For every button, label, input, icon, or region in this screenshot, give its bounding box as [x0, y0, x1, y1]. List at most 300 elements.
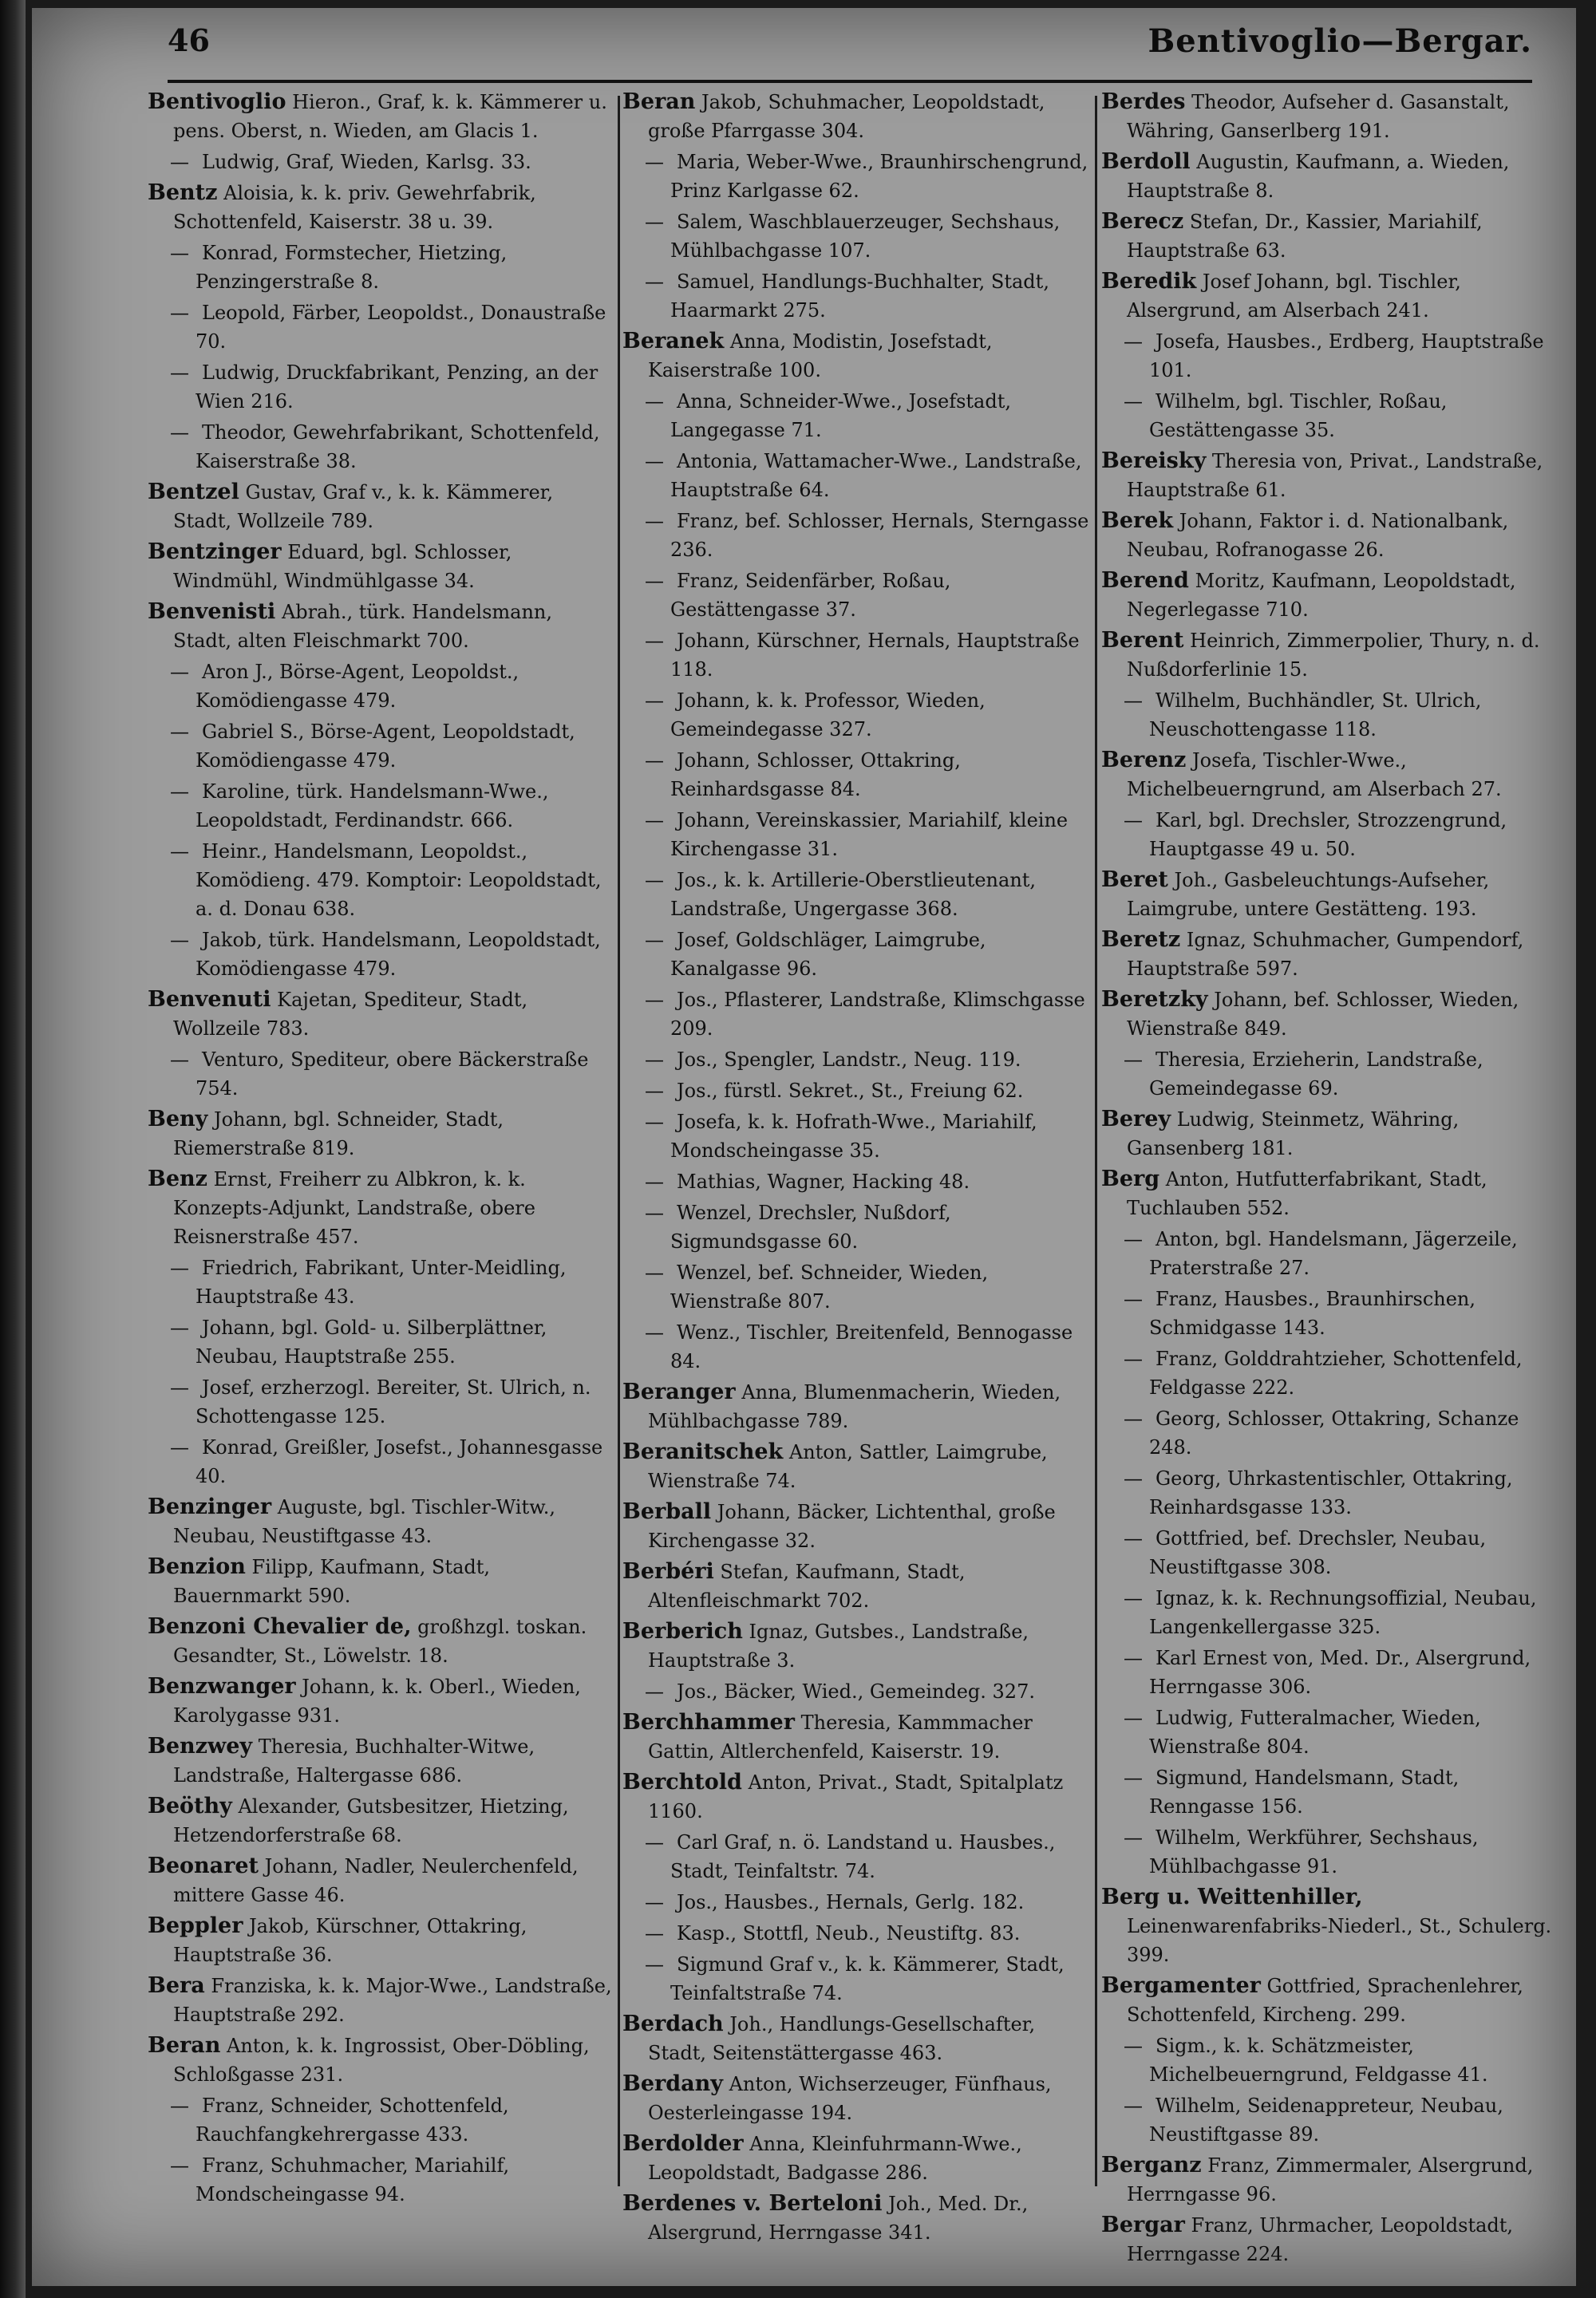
entry-repeat-dash: —: [645, 689, 664, 712]
directory-entry: [148, 598, 614, 655]
entry-details: Samuel, Handlungs-Buchhalter, Stadt, Haarmarkt 275.: [670, 270, 1049, 322]
directory-entry: [148, 1313, 614, 1371]
entry-repeat-dash: —: [645, 1680, 664, 1703]
entry-details: Franz, Hausbes., Braunhirschen, Schmidgasse 143.: [1149, 1288, 1476, 1339]
entry-details: Eduard, bgl. Schlosser, Windmühl, Windmühlgasse 34.: [173, 541, 512, 592]
directory-entry: [1101, 387, 1552, 444]
directory-entry: [1101, 2031, 1552, 2089]
directory-entry: [1101, 1045, 1552, 1103]
directory-entry: [622, 1768, 1089, 1826]
entry-repeat-dash: —: [1124, 1228, 1143, 1250]
entry-surname: Berganz: [1101, 2153, 1202, 2178]
entry-details: Leinenwarenfabriks-Niederl., St., Schulerg. 399.: [1127, 1915, 1552, 1966]
entry-details: Josefa, Tischler-Wwe., Michelbeuerngrund, am Alserbach 27.: [1127, 749, 1502, 800]
entry-surname: Berbéri: [622, 1559, 714, 1584]
entry-details: Johann, bgl. Gold- u. Silberplättner, Neubau, Hauptstraße 255.: [196, 1317, 547, 1368]
entry-surname: Beretz: [1101, 927, 1181, 952]
entry-repeat-dash: —: [1124, 1767, 1143, 1789]
entry-surname: Beppler: [148, 1913, 243, 1938]
entry-repeat-dash: —: [645, 1922, 664, 1945]
entry-details: Anna, Kleinfuhrmann-Wwe., Leopoldstadt, Badgasse 286.: [648, 2133, 1022, 2184]
entry-details: Johann, Nadler, Neulerchenfeld, mittere Gasse 46.: [173, 1855, 579, 1906]
directory-entry: [1101, 88, 1552, 145]
entry-details: Jos., Hausbes., Hernals, Gerlg. 182.: [677, 1891, 1025, 1913]
entry-repeat-dash: —: [170, 2095, 189, 2117]
entry-surname: Bentz: [148, 180, 218, 205]
entry-repeat-dash: —: [1124, 1826, 1143, 1849]
directory-entry: [622, 207, 1089, 265]
entry-surname: Bergar: [1101, 2213, 1185, 2237]
directory-entry: [622, 1888, 1089, 1917]
entry-repeat-dash: —: [645, 510, 664, 532]
entry-details: Theresia, Buchhalter-Witwe, Landstraße, Haltergasse 686.: [173, 1735, 535, 1787]
directory-entry: [622, 507, 1089, 564]
entry-repeat-dash: —: [645, 1111, 664, 1133]
directory-entry: [148, 1165, 614, 1251]
entry-surname: Bera: [148, 1973, 205, 1998]
directory-entry: [622, 1677, 1089, 1706]
directory-entry: [622, 1076, 1089, 1105]
entry-details: Josef, erzherzogl. Bereiter, St. Ulrich, n. Schottengasse 125.: [196, 1376, 591, 1427]
entry-details: Franz, bef. Schlosser, Hernals, Sterngasse 236.: [670, 510, 1089, 561]
entry-surname: Beny: [148, 1107, 208, 1131]
entry-details: Salem, Waschblauerzeuger, Sechshaus, Mühlbachgasse 107.: [670, 211, 1061, 262]
entry-details: Anton, Hutfutterfabrikant, Stadt, Tuchlauben 552.: [1127, 1168, 1487, 1219]
directory-entry: [622, 985, 1089, 1043]
entry-details: Jos., k. k. Artillerie-Oberstlieutenant, Landstraße, Ungergasse 368.: [670, 869, 1037, 920]
directory-entry: [1101, 1823, 1552, 1881]
entry-surname: Benzion: [148, 1554, 246, 1579]
entry-repeat-dash: —: [645, 989, 664, 1011]
entry-surname: Beranek: [622, 329, 725, 353]
entry-surname: Berdoll: [1101, 149, 1191, 174]
directory-entry: [622, 2070, 1089, 2127]
entry-details: Aron J., Börse-Agent, Leopoldst., Komödiengasse 479.: [196, 661, 519, 712]
page-number: 46: [168, 22, 210, 58]
column-2: [622, 88, 1089, 2244]
entry-details: Konrad, Formstecher, Hietzing, Penzingerstraße 8.: [196, 242, 508, 293]
entry-details: Joh., Gasbeleuchtungs-Aufseher, Laimgrube, untere Gestätteng. 193.: [1127, 869, 1490, 920]
entry-details: Venturo, Spediteur, obere Bäckerstraße 754.: [196, 1048, 589, 1100]
directory-entry: [1101, 507, 1552, 564]
directory-entry: [622, 1919, 1089, 1948]
column-1: [148, 88, 614, 2205]
entry-details: Maria, Weber-Wwe., Braunhirschengrund, Prinz Karlgasse 62.: [670, 151, 1088, 202]
entry-surname: Beredik: [1101, 269, 1197, 294]
entry-details: Anton, Wichserzeuger, Fünfhaus, Oesterleingasse 194.: [648, 2073, 1052, 2124]
directory-entry: [622, 1558, 1089, 1615]
entry-repeat-dash: —: [1124, 330, 1143, 353]
entry-details: Sigmund, Handelsmann, Stadt, Renngasse 156.: [1149, 1767, 1460, 1818]
entry-details: Jakob, Kürschner, Ottakring, Hauptstraße 36.: [173, 1915, 527, 1966]
directory-entry: [148, 1912, 614, 1969]
entry-details: Johann, bef. Schlosser, Wieden, Wienstraße 849.: [1127, 989, 1519, 1040]
entry-surname: Bergamenter: [1101, 1973, 1261, 1998]
entry-repeat-dash: —: [170, 1317, 189, 1339]
directory-entry: [148, 837, 614, 923]
directory-entry: [1101, 1105, 1552, 1163]
entry-repeat-dash: —: [645, 809, 664, 831]
entry-details: Mathias, Wagner, Hacking 48.: [677, 1171, 970, 1193]
directory-entry: [1101, 985, 1552, 1043]
entry-repeat-dash: —: [170, 780, 189, 803]
entry-details: Franz, Schuhmacher, Mariahilf, Mondscheingasse 94.: [196, 2154, 510, 2205]
directory-entry: [1101, 2211, 1552, 2268]
directory-entry: [1101, 686, 1552, 744]
entry-surname: Benzinger: [148, 1494, 272, 1519]
entry-repeat-dash: —: [1124, 1048, 1143, 1071]
entry-details: Heinrich, Zimmerpolier, Thury, n. d. Nußdorferlinie 15.: [1127, 630, 1540, 681]
directory-entry: [622, 686, 1089, 744]
directory-entry: [1101, 327, 1552, 385]
directory-entry: [622, 1258, 1089, 1316]
entry-repeat-dash: —: [1124, 390, 1143, 413]
entry-details: Filipp, Kaufmann, Stadt, Bauernmarkt 590.: [173, 1556, 491, 1607]
entry-surname: Beret: [1101, 867, 1168, 892]
directory-entry: [622, 1828, 1089, 1885]
entry-details: Theodor, Gewehrfabrikant, Schottenfeld, Kaiserstraße 38.: [196, 421, 600, 472]
entry-surname: Benzwanger: [148, 1674, 296, 1699]
directory-entry: [1101, 2151, 1552, 2209]
entry-repeat-dash: —: [170, 721, 189, 743]
running-head: Bentivoglio—Bergar.: [1148, 22, 1532, 60]
entry-surname: Beranger: [622, 1380, 736, 1404]
directory-entry: [1101, 1344, 1552, 1402]
entry-surname: Benvenuti: [148, 987, 271, 1012]
entry-details: Augustin, Kaufmann, a. Wieden, Hauptstraße 8.: [1127, 151, 1510, 202]
entry-surname: Beran: [622, 89, 696, 114]
entry-surname: Beretzky: [1101, 987, 1208, 1012]
entry-surname: Benz: [148, 1167, 207, 1191]
entry-repeat-dash: —: [170, 929, 189, 951]
directory-entry: [148, 1852, 614, 1909]
column-3: [1101, 88, 1552, 2265]
entry-repeat-dash: —: [170, 1257, 189, 1279]
entry-surname: Berdenes v. Berteloni: [622, 2191, 883, 2216]
entry-details: Josef Johann, bgl. Tischler, Alsergrund, am Alserbach 241.: [1127, 270, 1461, 322]
entry-details: Jakob, Schuhmacher, Leopoldstadt, große Pfarrgasse 304.: [648, 91, 1045, 142]
entry-repeat-dash: —: [1124, 2095, 1143, 2117]
entry-repeat-dash: —: [1124, 1587, 1143, 1609]
directory-entry: [148, 1553, 614, 1610]
entry-repeat-dash: —: [1124, 689, 1143, 712]
directory-entry: [148, 777, 614, 835]
entry-details: Theresia, Erzieherin, Landstraße, Gemeindegasse 69.: [1149, 1048, 1483, 1100]
entry-surname: Berecz: [1101, 209, 1184, 234]
entry-details: Kajetan, Spediteur, Stadt, Wollzeile 783.: [173, 989, 528, 1040]
entry-surname: Berdes: [1101, 89, 1186, 114]
entry-repeat-dash: —: [1124, 809, 1143, 831]
entry-details: Sigm., k. k. Schätzmeister, Michelbeuerngrund, Feldgasse 41.: [1149, 2035, 1488, 2086]
entry-repeat-dash: —: [645, 450, 664, 472]
entry-details: Wenzel, bef. Schneider, Wieden, Wienstraße 807.: [670, 1262, 989, 1313]
directory-entry: [1101, 1704, 1552, 1761]
entry-details: Theresia von, Privat., Landstraße, Hauptstraße 61.: [1127, 450, 1543, 501]
directory-entry: [622, 1318, 1089, 1376]
entry-repeat-dash: —: [645, 1953, 664, 1976]
directory-entry: [622, 1378, 1089, 1435]
entry-details: Johann, k. k. Professor, Wieden, Gemeindegasse 327.: [670, 689, 986, 740]
directory-entry: [622, 806, 1089, 863]
directory-entry: [148, 179, 614, 236]
directory-entry: [622, 1198, 1089, 1256]
directory-entry: [1101, 148, 1552, 205]
entry-repeat-dash: —: [645, 630, 664, 652]
directory-entry: [622, 1167, 1089, 1196]
directory-entry: [148, 2151, 614, 2209]
directory-entry: [148, 1045, 614, 1103]
entry-repeat-dash: —: [1124, 1467, 1143, 1490]
entry-surname: Berchhammer: [622, 1710, 795, 1735]
directory-entry: [1101, 1285, 1552, 1342]
directory-entry: [1101, 567, 1552, 624]
directory-entry: [148, 1792, 614, 1850]
entry-details: Ludwig, Graf, Wieden, Karlsg. 33.: [202, 151, 531, 173]
entry-details: Alexander, Gutsbesitzer, Hietzing, Hetzendorferstraße 68.: [173, 1795, 569, 1846]
directory-entry: [622, 1617, 1089, 1675]
entry-repeat-dash: —: [645, 570, 664, 592]
entry-details: Stefan, Dr., Kassier, Mariahilf, Hauptstraße 63.: [1127, 211, 1483, 262]
entry-details: Gottfried, Sprachenlehrer, Schottenfeld, Kircheng. 299.: [1127, 1975, 1523, 2026]
column-divider: [618, 96, 620, 2186]
directory-entry: [148, 1672, 614, 1730]
entry-details: Franz, Seidenfärber, Roßau, Gestättengasse 37.: [670, 570, 951, 621]
entry-repeat-dash: —: [645, 1171, 664, 1193]
entry-repeat-dash: —: [645, 1321, 664, 1344]
entry-surname: Berdolder: [622, 2131, 744, 2156]
entry-repeat-dash: —: [645, 929, 664, 951]
directory-entry: [148, 418, 614, 476]
directory-entry: [148, 1433, 614, 1491]
directory-entry: [148, 239, 614, 296]
entry-details: Wilhelm, Seidenappreteur, Neubau, Neustiftgasse 89.: [1149, 2095, 1503, 2146]
directory-entry: [148, 358, 614, 416]
directory-entry: [148, 88, 614, 145]
entry-details: Johann, Kürschner, Hernals, Hauptstraße 118.: [670, 630, 1080, 681]
directory-entry: [622, 387, 1089, 444]
column-divider: [1095, 96, 1097, 2186]
entry-surname: Benzoni Chevalier de,: [148, 1614, 412, 1639]
directory-entry: [622, 327, 1089, 385]
entry-details: Franz, Zimmermaler, Alsergrund, Herrngasse 96.: [1127, 2154, 1534, 2205]
entry-surname: Beran: [148, 2033, 221, 2058]
entry-details: Konrad, Greißler, Josefst., Johannesgasse 40.: [196, 1436, 603, 1487]
entry-repeat-dash: —: [1124, 1707, 1143, 1729]
entry-details: Johann, Faktor i. d. Nationalbank, Neubau, Rofranogasse 26.: [1127, 510, 1509, 561]
entry-details: Anna, Blumenmacherin, Wieden, Mühlbachgasse 789.: [648, 1381, 1061, 1432]
directory-entry: [1101, 1165, 1552, 1222]
directory-entry: [622, 267, 1089, 325]
entry-surname: Berberich: [622, 1619, 743, 1644]
entry-details: Franz, Uhrmacher, Leopoldstadt, Herrngasse 224.: [1127, 2214, 1514, 2265]
entry-details: Johann, Bäcker, Lichtenthal, große Kirchengasse 32.: [648, 1501, 1056, 1552]
directory-entry: [1101, 1972, 1552, 2029]
entry-details: Johann, Schlosser, Ottakring, Reinhardsgasse 84.: [670, 749, 961, 800]
entry-details: Gabriel S., Börse-Agent, Leopoldstadt, Komödiengasse 479.: [196, 721, 575, 772]
entry-surname: Berdach: [622, 2012, 724, 2036]
directory-entry: [1101, 207, 1552, 265]
directory-entry: [622, 926, 1089, 983]
entry-repeat-dash: —: [1124, 1288, 1143, 1310]
entry-details: Gustav, Graf v., k. k. Kämmerer, Stadt, Wollzeile 789.: [173, 481, 554, 532]
entry-details: Friedrich, Fabrikant, Unter-Meidling, Hauptstraße 43.: [196, 1257, 567, 1308]
directory-entry: [622, 1950, 1089, 2008]
directory-entry: [622, 626, 1089, 684]
entry-details: Karoline, türk. Handelsmann-Wwe., Leopoldstadt, Ferdinandstr. 666.: [196, 780, 549, 831]
entry-repeat-dash: —: [645, 1080, 664, 1102]
directory-entry: [1101, 2091, 1552, 2149]
entry-details: Jos., fürstl. Sekret., St., Freiung 62.: [677, 1080, 1024, 1102]
entry-details: Carl Graf, n. ö. Landstand u. Hausbes., Stadt, Teinfaltstr. 74.: [670, 1831, 1056, 1882]
entry-details: großhzgl. toskan. Gesandter, St., Löwelstr. 18.: [173, 1616, 587, 1667]
directory-entry: [1101, 447, 1552, 504]
entry-repeat-dash: —: [170, 2154, 189, 2177]
directory-entry: [148, 538, 614, 595]
entry-details: Hieron., Graf, k. k. Kämmerer u. pens. Oberst, n. Wieden, am Glacis 1.: [173, 91, 607, 142]
entry-repeat-dash: —: [645, 869, 664, 891]
entry-details: Georg, Uhrkastentischler, Ottakring, Reinhardsgasse 133.: [1149, 1467, 1513, 1518]
entry-details: Josef, Goldschläger, Laimgrube, Kanalgasse 96.: [670, 929, 986, 980]
entry-details: Ludwig, Druckfabrikant, Penzing, an der Wien 216.: [196, 361, 598, 413]
directory-entry: [622, 148, 1089, 205]
entry-details: Joh., Med. Dr., Alsergrund, Herrngasse 341.: [648, 2193, 1029, 2244]
directory-entry: [148, 298, 614, 356]
entry-repeat-dash: —: [170, 242, 189, 264]
directory-entry: [148, 1972, 614, 2029]
entry-details: Wenzel, Drechsler, Nußdorf, Sigmundsgasse 60.: [670, 1202, 951, 1253]
entry-details: Jos., Pflasterer, Landstraße, Klimschgasse 209.: [670, 989, 1085, 1040]
entry-details: Johann, k. k. Oberl., Wieden, Karolygasse 931.: [173, 1676, 581, 1727]
entry-details: Anna, Modistin, Josefstadt, Kaiserstraße 100.: [648, 330, 993, 381]
directory-entry: [148, 717, 614, 775]
entry-repeat-dash: —: [170, 361, 189, 384]
entry-repeat-dash: —: [645, 390, 664, 413]
entry-repeat-dash: —: [645, 270, 664, 293]
entry-details: Heinr., Handelsmann, Leopoldst., Komödieng. 479. Komptoir: Leopoldstadt, a. d. Donau 638.: [196, 840, 602, 920]
entry-details: Abrah., türk. Handelsmann, Stadt, alten Fleischmarkt 700.: [173, 601, 553, 652]
entry-repeat-dash: —: [170, 1376, 189, 1399]
entry-repeat-dash: —: [170, 1436, 189, 1459]
entry-details: Ignaz, Schuhmacher, Gumpendorf, Hauptstraße 597.: [1127, 929, 1524, 980]
entry-details: Karl Ernest von, Med. Dr., Alsergrund, Herrngasse 306.: [1149, 1647, 1531, 1698]
entry-details: Johann, Vereinskassier, Mariahilf, kleine Kirchengasse 31.: [670, 809, 1069, 860]
page-binding-edge: [0, 0, 26, 2298]
header-rule: [168, 80, 1532, 83]
directory-entry: [1101, 1584, 1552, 1641]
entry-details: Wilhelm, Buchhändler, St. Ulrich, Neuschottengasse 118.: [1149, 689, 1482, 740]
page-header: [168, 22, 1532, 70]
directory-entry: [1101, 267, 1552, 325]
directory-entry: [148, 2091, 614, 2149]
directory-entry: [148, 478, 614, 535]
entry-repeat-dash: —: [645, 1048, 664, 1071]
entry-repeat-dash: —: [645, 151, 664, 173]
entry-repeat-dash: —: [645, 1202, 664, 1224]
entry-details: Anton, Sattler, Laimgrube, Wienstraße 74.: [648, 1441, 1048, 1492]
directory-entry: [622, 2189, 1089, 2247]
entry-details: Jos., Bäcker, Wied., Gemeindeg. 327.: [677, 1680, 1035, 1703]
entry-details: Kasp., Stottfl, Neub., Neustiftg. 83.: [677, 1922, 1021, 1945]
directory-entry: [148, 1254, 614, 1311]
entry-details: Anna, Schneider-Wwe., Josefstadt, Langegasse 71.: [670, 390, 1012, 441]
directory-entry: [622, 2130, 1089, 2187]
directory-entry: [622, 866, 1089, 923]
entry-surname: Bentzinger: [148, 539, 282, 564]
directory-entry: [1101, 866, 1552, 923]
entry-surname: Berenz: [1101, 748, 1187, 772]
directory-entry: [148, 985, 614, 1043]
entry-repeat-dash: —: [645, 749, 664, 772]
directory-entry: [1101, 1883, 1552, 1969]
entry-repeat-dash: —: [170, 421, 189, 444]
entry-surname: Beranitschek: [622, 1439, 784, 1464]
entry-details: Anton, bgl. Handelsmann, Jägerzeile, Praterstraße 27.: [1149, 1228, 1518, 1279]
directory-entry: [622, 1045, 1089, 1074]
entry-details: Ludwig, Steinmetz, Währing, Gansenberg 181.: [1127, 1108, 1460, 1159]
entry-surname: Berent: [1101, 628, 1184, 653]
entry-repeat-dash: —: [1124, 2035, 1143, 2057]
directory-entry: [622, 567, 1089, 624]
entry-details: Joh., Handlungs-Gesellschafter, Stadt, Seitenstättergasse 463.: [648, 2013, 1036, 2064]
entry-details: Josefa, Hausbes., Erdberg, Hauptstraße 101.: [1149, 330, 1544, 381]
directory-entry: [1101, 926, 1552, 983]
directory-entry: [148, 1105, 614, 1163]
entry-surname: Berdany: [622, 2071, 723, 2096]
directory-entry: [1101, 1763, 1552, 1821]
directory-entry: [1101, 746, 1552, 804]
directory-entry: [622, 1498, 1089, 1555]
entry-details: Jakob, türk. Handelsmann, Leopoldstadt, Komödiengasse 479.: [196, 929, 601, 980]
entry-details: Karl, bgl. Drechsler, Strozzengrund, Hauptgasse 49 u. 50.: [1149, 809, 1507, 860]
entry-details: Leopold, Färber, Leopoldst., Donaustraße 70.: [196, 302, 606, 353]
entry-details: Franziska, k. k. Major-Wwe., Landstraße, Hauptstraße 292.: [173, 1975, 612, 2026]
entry-details: Aloisia, k. k. priv. Gewehrfabrik, Schottenfeld, Kaiserstr. 38 u. 39.: [173, 182, 536, 233]
directory-entry: [622, 2010, 1089, 2067]
directory-entry: [622, 447, 1089, 504]
directory-entry: [148, 926, 614, 983]
entry-surname: Berg u. Weittenhiller,: [1101, 1885, 1363, 1909]
entry-surname: Benvenisti: [148, 599, 276, 624]
entry-details: Stefan, Kaufmann, Stadt, Altenfleischmarkt 702.: [648, 1561, 966, 1612]
directory-entry: [622, 746, 1089, 804]
directory-entry: [148, 2031, 614, 2089]
entry-details: Antonia, Wattamacher-Wwe., Landstraße, Hauptstraße 64.: [670, 450, 1082, 501]
entry-surname: Benzwey: [148, 1734, 253, 1759]
directory-entry: [1101, 1644, 1552, 1701]
entry-details: Sigmund Graf v., k. k. Kämmerer, Stadt, Teinfaltstraße 74.: [670, 1953, 1065, 2004]
entry-repeat-dash: —: [1124, 1408, 1143, 1430]
directory-entry: [148, 657, 614, 715]
entry-surname: Bentivoglio: [148, 89, 286, 114]
entry-surname: Bentzel: [148, 480, 239, 504]
entry-repeat-dash: —: [645, 1831, 664, 1854]
directory-entry: [1101, 626, 1552, 684]
entry-details: Josefa, k. k. Hofrath-Wwe., Mariahilf, Mondscheingasse 35.: [670, 1111, 1037, 1162]
entry-surname: Beonaret: [148, 1854, 259, 1878]
directory-entry: [622, 88, 1089, 145]
entry-details: Jos., Spengler, Landstr., Neug. 119.: [677, 1048, 1021, 1071]
entry-repeat-dash: —: [1124, 1527, 1143, 1550]
entry-surname: Berek: [1101, 508, 1174, 533]
entry-repeat-dash: —: [1124, 1348, 1143, 1370]
directory-entry: [148, 1732, 614, 1790]
entry-surname: Berg: [1101, 1167, 1160, 1191]
entry-details: Franz, Golddrahtzieher, Schottenfeld, Feldgasse 222.: [1149, 1348, 1523, 1399]
entry-details: Franz, Schneider, Schottenfeld, Rauchfangkehrergasse 433.: [196, 2095, 509, 2146]
entry-details: Ludwig, Futteralmacher, Wieden, Wienstraße 804.: [1149, 1707, 1481, 1758]
entry-details: Wilhelm, bgl. Tischler, Roßau, Gestättengasse 35.: [1149, 390, 1448, 441]
entry-surname: Berey: [1101, 1107, 1171, 1131]
